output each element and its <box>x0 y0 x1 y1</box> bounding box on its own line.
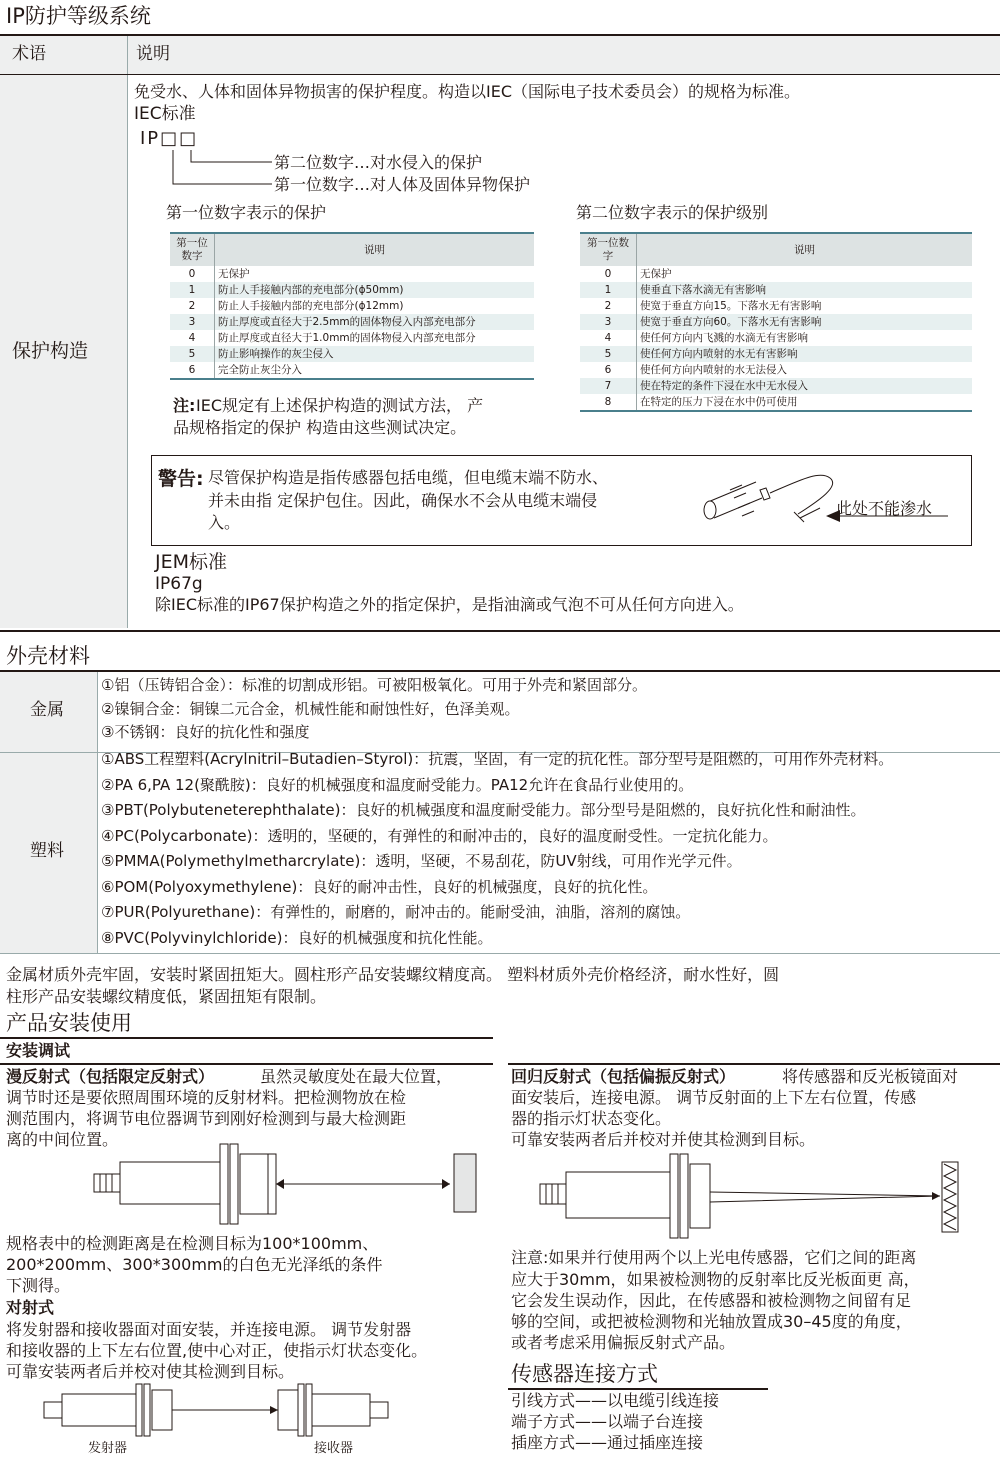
header-desc: 说明 <box>136 44 170 64</box>
subtitle-rule-left <box>0 1063 493 1065</box>
warning-callout: 此处不能渗水 <box>836 499 933 518</box>
retro-note-line5: 或者考虑采用偏振反射式产品。 <box>511 1333 736 1352</box>
row-desc: 在特定的压力下浸在水中仍可使用 <box>640 396 798 408</box>
retro-line1: 将传感器和反光板镜面对 <box>782 1067 959 1086</box>
warning-line1: 尽管保护构造是指传感器包括电缆，但电缆末端不防水、 <box>208 468 609 487</box>
note-line1: IEC规定有上述保护构造的测试方法， 产 <box>196 396 484 415</box>
row-desc: 防止影响操作的灰尘侵入 <box>215 346 535 362</box>
row-number: 0 <box>170 266 215 282</box>
table-row <box>580 378 972 394</box>
ip-code: IP□□ <box>140 128 199 149</box>
t2-head-num: 第一位数 字 <box>580 233 637 266</box>
metal-label: 金属 <box>30 700 64 720</box>
retro-title: 回归反射式（包括偏振反射式） <box>511 1067 736 1086</box>
jem-desc: 除IEC标准的IP67保护构造之外的指定保护，是指油滴或气泡不可从任何方向进入。 <box>155 595 744 614</box>
material-item: ⑧PVC(Polyvinylchloride)：良好的机械强度和抗化性能。 <box>101 928 493 947</box>
install-rule-left <box>0 1037 493 1039</box>
table-row <box>580 330 972 346</box>
material-item: ③不锈钢：良好的抗化性和强度 <box>101 723 310 741</box>
ip-section-bottom-rule <box>0 630 1000 632</box>
table-row <box>580 266 972 282</box>
table-row <box>170 362 534 379</box>
diffuse-line1: 虽然灵敏度处在最大位置， <box>260 1067 453 1086</box>
row-desc: 防止厚度或直径大于1.0mm的固体物侵入内部充电部分 <box>218 332 476 344</box>
install-subtitle: 安装调试 <box>6 1041 71 1060</box>
jem-title: JEM标准 <box>155 551 228 573</box>
ip-section-title: IP防护等级系统 <box>6 4 151 28</box>
emitter-label: 发射器 <box>88 1441 128 1456</box>
row-desc: 防止厚度或直径大于2.5mm的固体物侵入内部充电部分 <box>215 314 535 330</box>
row-desc: 使任何方向内喷射的水无有害影响 <box>637 346 973 362</box>
row-number: 5 <box>580 346 637 362</box>
iec-title: IEC标准 <box>134 104 196 124</box>
table-row <box>170 346 534 362</box>
row-number: 6 <box>170 362 215 379</box>
retro-line3: 器的指示灯状态变化。 <box>511 1109 672 1128</box>
retro-note-line2: 应大于30mm，如果被检测物的反射率比反光板面更 高， <box>511 1270 920 1289</box>
material-item: ④PC(Polycarbonate)：透明的，坚硬的，有弹性的和耐冲击的，良好的温度耐受性。一定抗化能力。 <box>101 826 778 845</box>
second-digit-table <box>580 232 972 412</box>
row-desc: 使任何方向内飞溅的水滴无有害影响 <box>640 332 808 344</box>
retro-sensor-diagram <box>536 1150 972 1242</box>
second-digit-desc: 第二位数字…对水侵入的保护 <box>274 153 483 172</box>
row-number: 2 <box>170 298 215 314</box>
housing-title: 外壳材料 <box>6 644 90 668</box>
row-number: 3 <box>580 314 637 330</box>
row-desc: 使任何方向内喷射的水无法侵入 <box>640 364 787 376</box>
material-item: ③PBT(Polybuteneterephthalate)：良好的机械强度和温度耐受能力。部分型号是阻燃的，良好抗化性和耐油性。 <box>101 801 866 819</box>
table-row <box>170 282 534 298</box>
row-number: 2 <box>580 298 637 314</box>
t1-head-desc: 说明 <box>215 233 535 266</box>
material-item: ⑦PUR(Polyurethane)：有弹性的，耐磨的，耐冲击的。能耐受油，油脂，溶剂的腐蚀。 <box>101 903 691 921</box>
row-desc: 防止人手接触内部的充电部分(ϕ12mm) <box>218 300 404 312</box>
row-desc: 使在特定的条件下浸在水中无水侵入 <box>637 378 973 394</box>
material-item: ②镍铜合金：铜镍二元合金，机械性能和耐蚀性好，色泽美观。 <box>101 699 520 718</box>
table-row <box>580 362 972 378</box>
material-item: ⑥POM(Polyoxymethylene)：良好的耐冲击性，良好的机械强度，良好的抗化性。 <box>101 877 658 896</box>
material-item: ①ABS工程塑料(Acrylnitril–Butadien–Styrol)：抗震，坚固，有一定的抗化性。部分型号是阻燃的，可用作外壳材料。 <box>101 750 894 768</box>
row-desc: 无保护 <box>640 268 672 280</box>
subtitle-rule-right <box>508 1063 1000 1065</box>
column-divider <box>127 36 128 628</box>
warning-line2: 并未由指 定保护包住。因此，确保水不会从电缆末端侵 <box>208 491 598 510</box>
retro-line2: 面安装后，连接电源。 调节反射面的上下左右位置，传感 <box>511 1088 917 1107</box>
connection-item-terminal: 端子方式——以端子台连接 <box>511 1412 704 1431</box>
table-row <box>170 266 534 282</box>
row-number: 3 <box>170 314 215 330</box>
material-item: ②PA 6,PA 12(聚酰胺)：良好的机械强度和温度耐受能力。PA12允许在食品行业使用的。 <box>101 775 694 794</box>
diffuse-line3: 测范围内，将调节电位器调节到刚好检测到与最大检测距 <box>6 1109 407 1128</box>
retro-note-line4: 够的空间，或把被检测物和光轴放置成30–45度的角度， <box>511 1312 912 1331</box>
row-desc: 使宽于垂直方向60。下落水无有害影响 <box>637 314 973 330</box>
housing-rule <box>0 670 1000 672</box>
housing-summary-line2: 柱形产品安装螺纹精度低，紧固扭矩有限制。 <box>6 987 327 1006</box>
thru-line2: 和接收器的上下左右位置,使中心对正，使指示灯状态变化。 <box>6 1341 428 1360</box>
table-row <box>580 394 972 411</box>
table-row <box>580 282 972 298</box>
material-item: ⑤PMMA(Polymethylmetharcrylate)：透明，坚硬，不易刮花，防UV射线，可用作光学元件。 <box>101 852 742 870</box>
row-number: 6 <box>580 362 637 378</box>
thru-title: 对射式 <box>6 1298 55 1317</box>
ip-code-bracket <box>160 148 280 196</box>
table1-caption: 第一位数字表示的保护 <box>166 203 327 222</box>
row-desc: 完全防止灰尘分入 <box>218 364 302 376</box>
thru-line3: 可靠安装两者后并校对使其检测到目标。 <box>6 1362 295 1381</box>
connection-rule <box>508 1388 768 1390</box>
housing-divider <box>97 672 98 953</box>
first-digit-table <box>170 232 534 380</box>
t1-head-num: 第一位 数字 <box>170 233 215 266</box>
jem-code: IP67g <box>155 574 203 594</box>
thru-line1: 将发射器和接收器面对面安装，并连接电源。 调节发射器 <box>6 1320 412 1339</box>
table-row <box>580 298 972 314</box>
table-row <box>170 330 534 346</box>
connection-item-lead: 引线方式——以电缆引线连接 <box>511 1391 720 1410</box>
retro-note-line3: 它会发生误动作，因此，在传感器和被检测物之间留有足 <box>511 1291 912 1310</box>
term-label: 保护构造 <box>12 340 89 362</box>
row-number: 1 <box>170 282 215 298</box>
spec-line3: 下测得。 <box>6 1276 71 1295</box>
connection-title: 传感器连接方式 <box>511 1362 658 1386</box>
receiver-label: 接收器 <box>314 1441 354 1456</box>
table-row <box>170 298 534 314</box>
diffuse-title: 漫反射式（包括限定反射式） <box>6 1067 215 1086</box>
table-row <box>170 314 534 330</box>
table-row <box>580 346 972 362</box>
row-number: 5 <box>170 346 215 362</box>
row-desc: 使宽于垂直方向15。下落水无有害影响 <box>640 300 822 312</box>
install-title: 产品安装使用 <box>6 1011 132 1035</box>
first-digit-desc: 第一位数字…对人体及固体异物保护 <box>274 175 531 194</box>
ip-intro: 免受水、人体和固体异物损害的保护程度。构造以IEC（国际电子技术委员会）的规格为标准。 <box>134 82 801 101</box>
row-desc: 使垂直下落水滴无有害影响 <box>637 282 973 298</box>
warning-line3: 入。 <box>208 513 241 532</box>
note-line2: 品规格指定的保护 构造由这些测试决定。 <box>173 418 467 437</box>
spec-line1: 规格表中的检测距离是在检测目标为100*100mm、 <box>6 1234 379 1253</box>
diffuse-line4: 离的中间位置。 <box>6 1130 119 1149</box>
note-label: 注: <box>173 396 196 415</box>
warning-label: 警告: <box>158 468 204 490</box>
housing-bottom-rule <box>0 953 1000 954</box>
retro-line4: 可靠安装两者后并校对并使其检测到目标。 <box>511 1130 816 1149</box>
row-desc: 防止人手接触内部的充电部分(ϕ50mm) <box>215 282 535 298</box>
diffuse-line2: 调节时还是要依照周围环境的反射材料。把检测物放在检 <box>6 1088 407 1107</box>
table-row <box>580 314 972 330</box>
spec-line2: 200*200mm、300*300mm的白色无光泽纸的条件 <box>6 1255 383 1274</box>
row-number: 7 <box>580 378 637 394</box>
row-number: 1 <box>580 282 637 298</box>
header-term: 术语 <box>12 44 46 64</box>
retro-note-line1: 注意:如果并行使用两个以上光电传感器，它们之间的距离 <box>511 1248 917 1267</box>
plastic-label: 塑料 <box>30 841 64 861</box>
housing-summary-line1: 金属材质外壳牢固，安装时紧固扭矩大。圆柱形产品安装螺纹精度高。 塑料材质外壳价格经济，耐水性好，圆 <box>6 965 780 984</box>
row-number: 4 <box>580 330 637 346</box>
row-number: 4 <box>170 330 215 346</box>
t2-head-desc: 说明 <box>637 233 973 266</box>
row-number: 0 <box>580 266 637 282</box>
thru-beam-diagram <box>40 1382 400 1442</box>
table2-caption: 第二位数字表示的保护级别 <box>576 203 769 222</box>
row-desc: 无保护 <box>218 268 250 280</box>
diffuse-sensor-diagram <box>88 1140 488 1228</box>
connection-item-socket: 插座方式——通过插座连接 <box>511 1433 704 1452</box>
row-number: 8 <box>580 394 637 411</box>
header-rule <box>0 74 1000 75</box>
material-item: ①铝（压铸铝合金）：标准的切割成形铝。可被阳极氧化。可用于外壳和紧固部分。 <box>101 676 647 694</box>
